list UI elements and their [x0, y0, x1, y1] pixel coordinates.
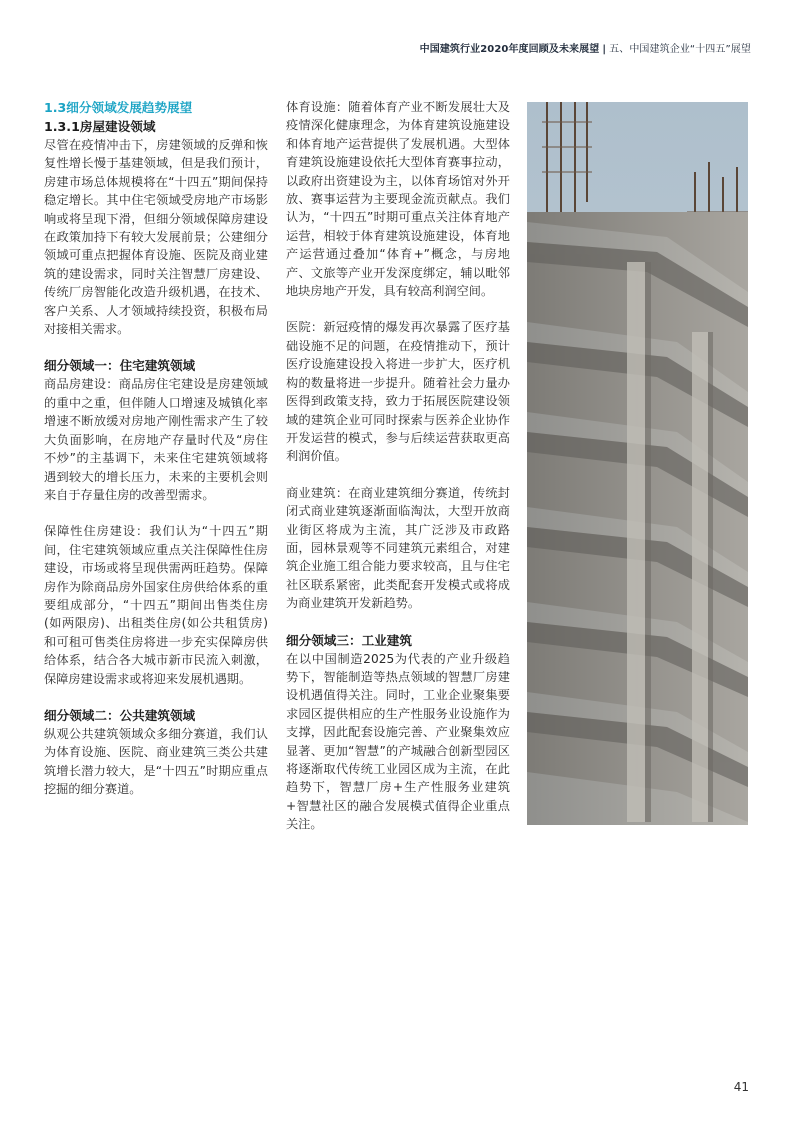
commercial-building-paragraph: 商业建筑：在商业建筑细分赛道，传统封闭式商业建筑逐渐面临淘汰，大型开放商业街区将成为主流，其广泛涉及市政路面，园林景观等不同建筑元素组合，对建筑企业施工组合能力要求较高，且与住宅社区联系紧密，此类配套开发模式或将成为商业建筑开发新趋势。	[286, 485, 510, 611]
segment2-paragraph: 纵观公共建筑领域众多细分赛道，我们认为体育设施、医院、商业建筑三类公共建筑增长潜力较大，是“十四五”时期应重点挖掘的细分赛道。	[44, 726, 268, 797]
subsection-title: 1.3.1房屋建设领域	[44, 119, 156, 134]
chapter-title: 五、中国建筑企业“十四五”展望	[609, 44, 751, 55]
construction-photo	[527, 102, 748, 825]
segment1-paragraph-affordable-housing: 保障性住房建设：我们认为“十四五”期间，住宅建筑领域应重点关注保障性住房建设，市场或将呈现供需两旺趋势。保障房作为除商品房外国家住房供给体系的重要组成部分，“十四五”期间出售类住房(如两限房)、出租类住房(如公共租赁房)和可租可售类住房将进一步充实保障房供给体系，结合各大城市新市民流入刺激，保障房建设需求或将迎来发展机遇期。	[44, 524, 268, 686]
sports-facilities-paragraph: 体育设施：随着体育产业不断发展壮大及疫情深化健康理念，为体育建筑设施建设和体育地产运营提供了发展机遇。大型体育建筑设施建设依托大型体育赛事拉动，以政府出资建设为主，以体育场馆对外开放、赛事运营为主要现金流贡献点。我们认为，“十四五”时期可重点关注体育地产运营，相较于体育建筑设施建设，体育地产运营通过叠加“体育+”概念，与房地产、文旅等产业开发深度绑定，辅以毗邻地块房地产开发，具有较高利润空间。	[286, 100, 510, 299]
middle-column	[286, 98, 510, 834]
hospital-paragraph: 医院：新冠疫情的爆发再次暴露了医疗基础设施不足的问题，在疫情推动下，预计医疗设施建设投入将进一步扩大，医疗机构的数量将进一步提升。随着社会力量办医得到政策支持，致力于拓展医院建设领域的建筑企业可同时探索与医养企业协作开发运营的模式，参与后续运营获取更高利润价值。	[286, 320, 510, 464]
intro-paragraph: 尽管在疫情冲击下，房建领域的反弹和恢复性增长慢于基建领域，但是我们预计，房建市场总体规模将在“十四五”期间保持稳定增长。其中住宅领域受房地产市场影响或将呈现下滑，但细分领域保障房建设在政策加持下有较大发展前景；公建细分领域可重点把握体育设施、医院及商业建筑的建设需求，同时关注智慧厂房建设、传统厂房智能化改造升级机遇，在技术、客户关系、人才领域持续投资，积极布局对接相关需求。	[44, 138, 268, 337]
report-title: 中国建筑行业2020年度回顾及未来展望	[419, 44, 600, 55]
segment3-title: 细分领域三：工业建筑	[286, 632, 412, 648]
page-header	[420, 40, 751, 55]
segment3-paragraph: 在以中国制造2025为代表的产业升级趋势下，智能制造等热点领域的智慧厂房建设机遇值得关注。同时，工业企业聚集要求园区提供相应的生产性服务业设施作为支撑，因此配套设施完善、产业聚集效应显著、更加“智慧”的产城融合创新型园区将逐渐取代传统工业园区成为主流，在此趋势下，智慧厂房+生产性服务业建筑+智慧社区的融合发展模式值得企业重点关注。	[286, 651, 510, 832]
page-number: 41	[733, 1080, 749, 1094]
left-column	[44, 98, 268, 799]
segment1-paragraph-commercial-housing: 商品房建设：商品房住宅建设是房建领域的重中之重，但伴随人口增速及城镇化率增速不断放缓对房地产刚性需求产生了较大负面影响，在房地产存量时代及“房住不炒”的主基调下，未来住宅建筑领域将遇到较大的增长压力，未来的主要机会则来自于存量住房的改善型需求。	[44, 377, 268, 502]
segment1-title: 细分领域一：住宅建筑领域	[44, 358, 196, 374]
segment2-title: 细分领域二：公共建筑领域	[44, 707, 196, 723]
section-title: 1.3细分领域发展趋势展望	[44, 100, 193, 115]
header-separator: |	[602, 44, 607, 55]
concrete-building-illustration	[527, 102, 748, 825]
